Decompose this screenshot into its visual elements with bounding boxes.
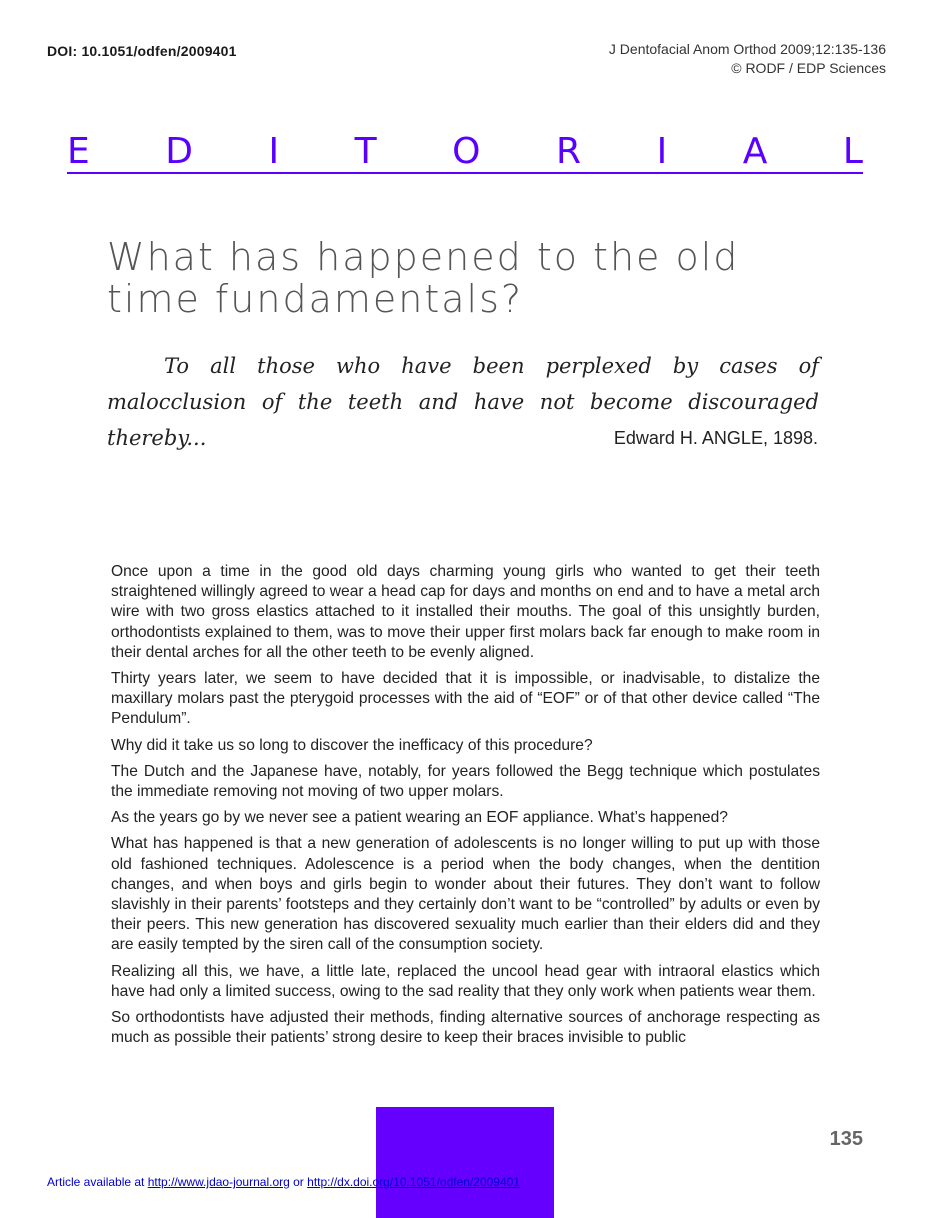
body-paragraph: Thirty years later, we seem to have decided that it is impossible, or inadvisable, to distalize the maxillary molars past the pterygoid processes with the aid of “EOF” or of that other device called “The Pendulum”. (111, 670, 820, 728)
body-paragraph: So orthodontists have adjusted their methods, finding alternative sources of anchorage respecting as much as possible their patients’ strong desire to keep their braces invisible to public (111, 1009, 820, 1047)
article-availability-footer (47, 1175, 520, 1189)
body-paragraph: Why did it take us so long to discover the inefficacy of this procedure? (111, 736, 593, 754)
page-number: 135 (829, 1128, 863, 1150)
article-title (107, 236, 827, 320)
section-letter: D (165, 131, 193, 172)
title-line: What has happened to the old (107, 235, 740, 279)
footer-separator: or (289, 1175, 308, 1189)
section-letter: I (656, 131, 668, 172)
quote-attribution: Edward H. ANGLE, 1898. (613, 428, 818, 448)
body-paragraph: The Dutch and the Japanese have, notably, for years followed the Begg technique which postulates the immediate removing not moving of two upper molars. (111, 762, 820, 801)
decorative-color-block (376, 1107, 554, 1218)
journal-reference: J Dentofacial Anom Orthod 2009;12:135-136 (608, 41, 886, 57)
body-paragraph: Realizing all this, we have, a little late, replaced the uncool head gear with intraoral elastics which have had only a limited success, owing to the sad reality that they only work when patients wear them. (111, 962, 820, 1000)
section-letter: A (742, 131, 768, 172)
title-line: time fundamentals? (107, 277, 524, 321)
copyright-line: © RODF / EDP Sciences (731, 60, 886, 76)
section-letter: I (268, 131, 280, 172)
section-letter: L (842, 131, 863, 172)
body-paragraph: Once upon a time in the good old days charming young girls who wanted to get their teeth straightened willingly agreed to wear a head cap for days and months on end and to have a metal arch wire with two gross elastics attached to it installed their mouths. The goal of this unsightly burden, orthodontists explained to them, was to move their upper first molars back far enough to make room in their dental arches for all the other teeth to be evenly aligned. (111, 563, 820, 661)
section-letter: O (452, 131, 481, 172)
article-body (111, 562, 820, 1054)
doi-label: DOI: 10.1051/odfen/2009401 (47, 43, 237, 59)
section-letter: T (354, 131, 377, 172)
journal-site-link[interactable]: http://www.jdao-journal.org (147, 1175, 290, 1189)
section-heading-editorial (67, 132, 863, 174)
footer-prefix: Article available at (47, 1175, 148, 1189)
section-letter: R (556, 131, 582, 172)
doi-link[interactable]: http://dx.doi.org/10.1051/odfen/2009401 (307, 1175, 520, 1189)
journal-citation (609, 40, 886, 78)
body-paragraph: What has happened is that a new generation of adolescents is no longer willing to put up with those old fashioned techniques. Adolescence is a period when the body changes, when the dentition changes, and when boys and girls begin to wonder about their futures. They don’t want to follow slavishly in their parents’ footsteps and they certainly don’t want to be “controlled” by adults or even by their peers. This new generation has discovered sexuality much earlier than their elders did and they are easily tempted by the siren call of the consumption society. (111, 835, 820, 954)
section-letter: E (67, 131, 90, 172)
epigraph-quote: To all those who have been perplexed by cases of malocclusion of the teeth and have not become discouraged thereby... (107, 354, 819, 450)
body-paragraph: As the years go by we never see a patient wearing an EOF appliance. What’s happened? (111, 809, 728, 827)
